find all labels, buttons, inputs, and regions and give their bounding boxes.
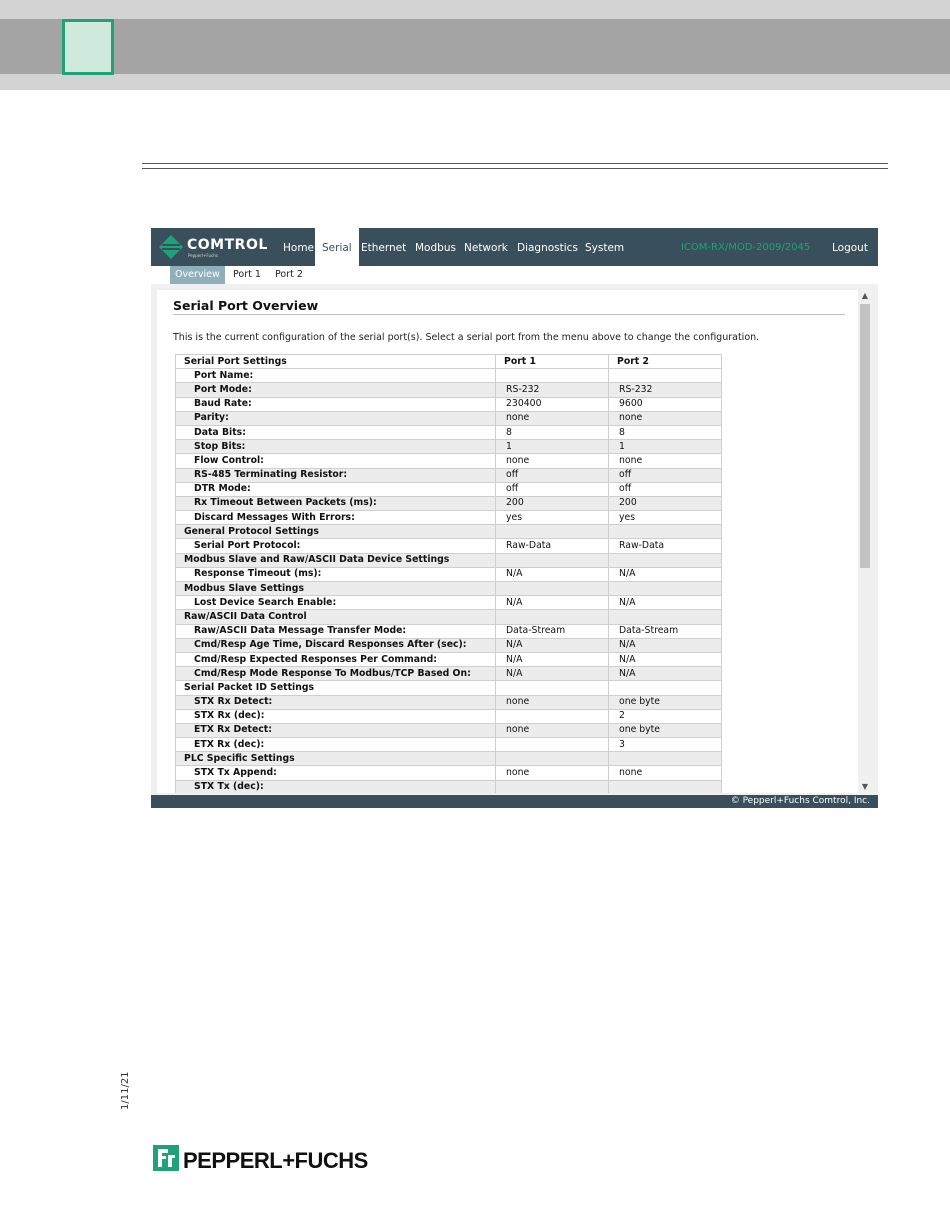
table-row [176,567,722,581]
group-row [176,582,722,596]
empty-cell [496,582,609,596]
divider [142,168,888,169]
comtrol-diamond-icon [159,235,183,259]
setting-label: Port Mode: [176,383,496,397]
port-2-value: none [609,454,722,468]
setting-label: Discard Messages With Errors: [176,511,496,525]
empty-cell [609,525,722,539]
subnav-overview[interactable]: Overview [170,266,225,284]
setting-label: Rx Timeout Between Packets (ms): [176,496,496,510]
table-row [176,454,722,468]
scroll-up-icon[interactable]: ▲ [861,291,869,300]
empty-cell [609,752,722,766]
setting-label: Flow Control: [176,454,496,468]
setting-label: Stop Bits: [176,440,496,454]
intro-text: This is the current configuration of the serial port(s). Select a serial port from the menu above to change the configuration. [173,332,760,343]
setting-label: Parity: [176,411,496,425]
port-1-value [496,709,609,723]
group-label: Modbus Slave and Raw/ASCII Data Device Settings [176,553,496,567]
table-row [176,624,722,638]
header-band-top [0,0,950,19]
sub-nav [151,266,878,284]
port-1-value: none [496,766,609,780]
web-ui-screenshot [151,228,878,808]
table-header-row [176,355,722,369]
logout-link[interactable]: Logout [832,242,868,254]
scroll-thumb[interactable] [860,304,870,568]
group-label: Raw/ASCII Data Control [176,610,496,624]
table-row [176,440,722,454]
table-row [176,667,722,681]
port-1-value: none [496,695,609,709]
port-1-value: Raw-Data [496,539,609,553]
table-row [176,738,722,752]
table-row [176,511,722,525]
setting-label: Data Bits: [176,425,496,439]
setting-label: Port Name: [176,369,496,383]
setting-label: DTR Mode: [176,482,496,496]
pf-brand-text: PEPPERL+FUCHS [183,1148,368,1173]
table-row [176,709,722,723]
nav-modbus[interactable]: Modbus [415,242,456,254]
pf-mark-icon [153,1145,179,1171]
empty-cell [496,752,609,766]
header-band [0,19,950,74]
table-row [176,482,722,496]
table-row [176,468,722,482]
nav-ethernet[interactable]: Ethernet [361,242,407,254]
column-header: Port 1 [496,355,609,369]
group-label: Modbus Slave Settings [176,582,496,596]
setting-label: ETX Rx (dec): [176,738,496,752]
port-2-value: Data-Stream [609,624,722,638]
port-2-value: none [609,411,722,425]
empty-cell [609,610,722,624]
brand-sub: Pepperl+Fuchs [188,253,218,258]
setting-label: Lost Device Search Enable: [176,596,496,610]
group-row [176,610,722,624]
empty-cell [609,681,722,695]
setting-label: Cmd/Resp Expected Responses Per Command: [176,652,496,666]
setting-label: RS-485 Terminating Resistor: [176,468,496,482]
port-2-value: RS-232 [609,383,722,397]
table-row [176,652,722,666]
setting-label: ETX Rx Detect: [176,723,496,737]
empty-cell [609,553,722,567]
device-id: ICOM-RX/MOD-2009/2045 [681,242,811,253]
nav-system[interactable]: System [585,242,625,254]
port-2-value: 2 [609,709,722,723]
table-row [176,539,722,553]
empty-cell [496,610,609,624]
port-1-value: N/A [496,652,609,666]
port-1-value: yes [496,511,609,525]
port-2-value: N/A [609,638,722,652]
port-1-value: N/A [496,596,609,610]
port-1-value: Data-Stream [496,624,609,638]
setting-label: Response Timeout (ms): [176,567,496,581]
port-1-value: off [496,482,609,496]
group-row [176,553,722,567]
port-1-value: RS-232 [496,383,609,397]
setting-label: Cmd/Resp Age Time, Discard Responses After (sec): [176,638,496,652]
divider [142,163,888,164]
content-panel [157,290,872,793]
port-2-value: yes [609,511,722,525]
empty-cell [609,582,722,596]
nav-network[interactable]: Network [464,242,508,254]
table-row [176,596,722,610]
port-1-value: 8 [496,425,609,439]
port-1-value: 230400 [496,397,609,411]
green-square-icon [62,19,114,75]
table-row [176,695,722,709]
port-1-value: 200 [496,496,609,510]
port-1-value [496,780,609,793]
setting-label: Serial Port Protocol: [176,539,496,553]
port-1-value [496,369,609,383]
table-row [176,780,722,793]
port-2-value: one byte [609,695,722,709]
column-header: Port 2 [609,355,722,369]
table-row [176,638,722,652]
port-2-value: 8 [609,425,722,439]
port-2-value: one byte [609,723,722,737]
nav-serial[interactable]: Serial [315,228,359,266]
empty-cell [496,553,609,567]
brand-name: COMTROL [187,237,268,253]
group-label: General Protocol Settings [176,525,496,539]
column-header: Serial Port Settings [176,355,496,369]
setting-label: Cmd/Resp Mode Response To Modbus/TCP Based On: [176,667,496,681]
nav-diagnostics[interactable]: Diagnostics [517,242,578,254]
serial-settings-table [175,354,722,793]
port-1-value: none [496,411,609,425]
setting-label: STX Rx Detect: [176,695,496,709]
port-2-value: none [609,766,722,780]
port-1-value: 1 [496,440,609,454]
subnav-port-1[interactable]: Port 1 [233,269,261,280]
app-footer [151,795,878,808]
table-row [176,383,722,397]
table-row [176,766,722,780]
port-2-value: N/A [609,596,722,610]
port-1-value: N/A [496,567,609,581]
header-band-bottom [0,74,950,90]
setting-label: Baud Rate: [176,397,496,411]
subnav-port-2[interactable]: Port 2 [275,269,303,280]
table-row [176,397,722,411]
page-title: Serial Port Overview [173,298,319,313]
table-row [176,496,722,510]
group-row [176,752,722,766]
port-2-value: off [609,468,722,482]
table-row [176,425,722,439]
table-row [176,369,722,383]
setting-label: STX Tx (dec): [176,780,496,793]
port-2-value: N/A [609,652,722,666]
group-label: PLC Specific Settings [176,752,496,766]
port-2-value: 200 [609,496,722,510]
port-1-value: off [496,468,609,482]
port-2-value: off [609,482,722,496]
port-2-value: 3 [609,738,722,752]
port-2-value: Raw-Data [609,539,722,553]
port-2-value: 1 [609,440,722,454]
group-row [176,525,722,539]
port-1-value: none [496,723,609,737]
group-label: Serial Packet ID Settings [176,681,496,695]
port-1-value: none [496,454,609,468]
empty-cell [496,525,609,539]
pepperl-fuchs-logo [153,1145,383,1175]
group-row [176,681,722,695]
port-1-value: N/A [496,667,609,681]
top-nav [151,228,878,266]
port-2-value: N/A [609,667,722,681]
scrollbar[interactable] [858,290,872,793]
port-1-value [496,738,609,752]
table-row [176,723,722,737]
comtrol-logo[interactable] [159,234,269,262]
port-2-value: 9600 [609,397,722,411]
port-1-value: N/A [496,638,609,652]
port-2-value [609,780,722,793]
setting-label: STX Tx Append: [176,766,496,780]
title-divider [173,314,845,315]
setting-label: Raw/ASCII Data Message Transfer Mode: [176,624,496,638]
setting-label: STX Rx (dec): [176,709,496,723]
nav-home[interactable]: Home [283,242,315,254]
date-stamp: 1/11/21 [120,1071,131,1110]
port-2-value [609,369,722,383]
empty-cell [496,681,609,695]
copyright-text: © Pepperl+Fuchs Comtrol, Inc. [730,796,870,806]
table-row [176,411,722,425]
port-2-value: N/A [609,567,722,581]
scroll-down-icon[interactable]: ▼ [861,782,869,791]
